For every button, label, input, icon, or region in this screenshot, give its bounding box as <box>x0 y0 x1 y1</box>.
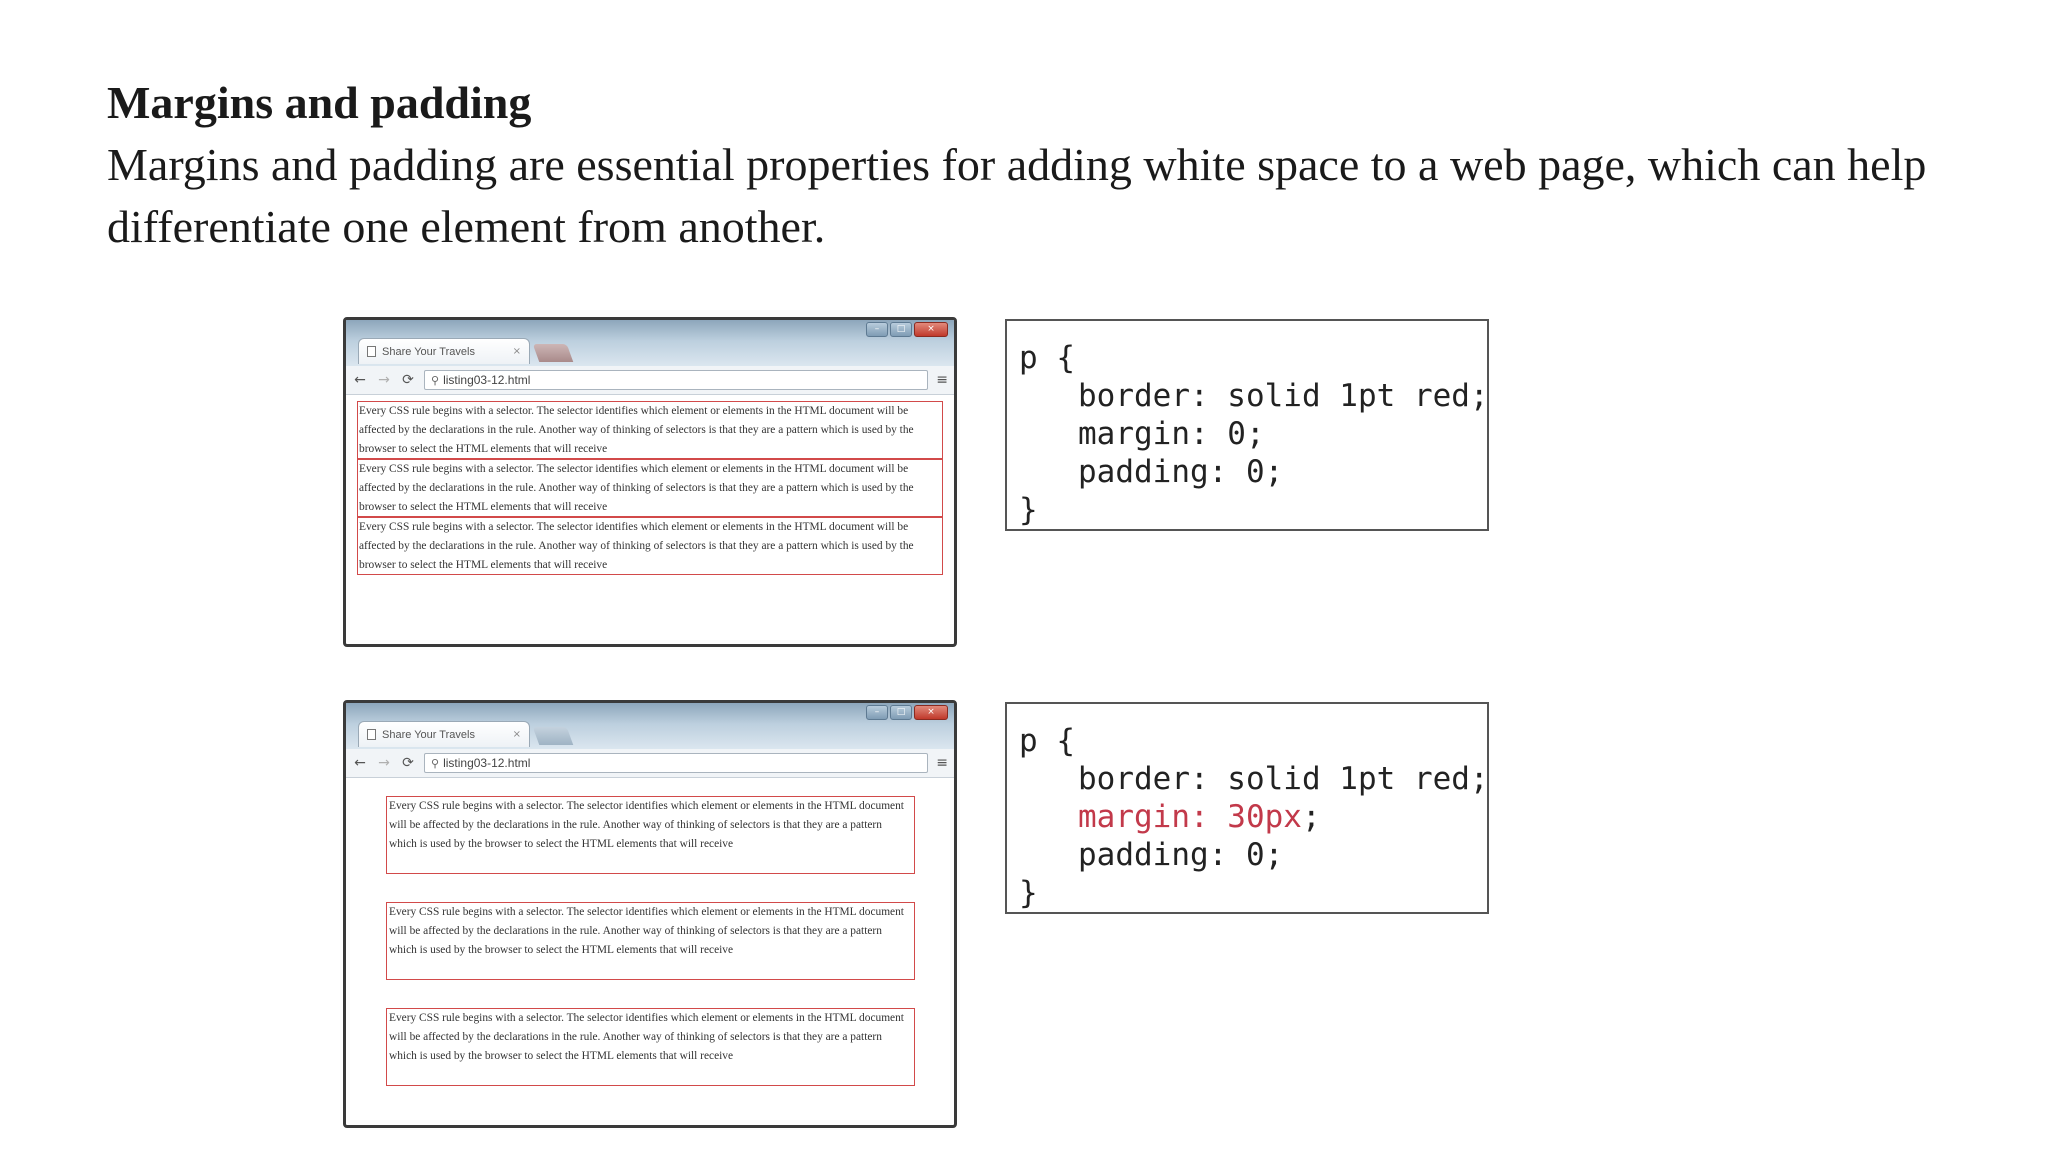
reload-icon: ⟳ <box>402 755 414 771</box>
url-text: listing03-12.html <box>443 756 531 770</box>
browser-toolbar <box>346 749 954 778</box>
code-line: padding: 0; <box>1078 837 1284 873</box>
minimize-icon: – <box>866 322 888 337</box>
browser-titlebar <box>346 320 954 366</box>
paragraph-box: Every CSS rule begins with a selector. The selector identifies which element or elements in the HTML document will be affected by the declarations in the rule. Another way of thinking of selectors is that they are a pattern which is used by the browser to select the HTML elements that will receive <box>357 401 943 459</box>
css-code-box-margin-30 <box>1005 702 1489 914</box>
window-controls <box>866 705 948 720</box>
code-line: margin: 0; <box>1078 416 1265 452</box>
menu-icon: ≡ <box>936 372 948 388</box>
page-icon <box>367 729 376 740</box>
page-icon <box>367 346 376 357</box>
window-controls <box>866 322 948 337</box>
forward-arrow-icon: → <box>378 372 390 388</box>
slide-title: Margins and padding <box>107 77 532 128</box>
tab-close-icon: × <box>512 346 521 357</box>
forward-arrow-icon: → <box>378 755 390 771</box>
browser-titlebar <box>346 703 954 749</box>
back-arrow-icon: ← <box>354 372 366 388</box>
browser-tab <box>358 338 530 364</box>
tab-title: Share Your Travels <box>382 728 475 741</box>
maximize-icon: □ <box>890 322 912 337</box>
maximize-icon: □ <box>890 705 912 720</box>
close-window-icon: × <box>914 322 948 337</box>
new-tab-icon <box>533 727 574 745</box>
url-text: listing03-12.html <box>443 373 531 387</box>
browser-viewport <box>346 395 954 575</box>
code-line: p { <box>1019 723 1075 759</box>
paragraph-box: Every CSS rule begins with a selector. The selector identifies which element or elements in the HTML document will be affected by the declarations in the rule. Another way of thinking of selectors is that they are a pattern which is used by the browser to select the HTML elements that will receive <box>386 902 915 980</box>
minimize-icon: – <box>866 705 888 720</box>
code-line: border: solid 1pt red; <box>1078 761 1489 797</box>
tab-close-icon: × <box>512 729 521 740</box>
browser-screenshot-margin-0 <box>343 317 957 647</box>
semicolon: ; <box>1301 799 1321 835</box>
code-line: padding: 0; <box>1078 454 1284 490</box>
address-bar <box>424 753 928 773</box>
menu-icon: ≡ <box>936 755 948 771</box>
browser-screenshot-margin-30 <box>343 700 957 1128</box>
code-line <box>1019 798 1487 836</box>
reload-icon: ⟳ <box>402 372 414 388</box>
paragraph-box: Every CSS rule begins with a selector. The selector identifies which element or elements in the HTML document will be affected by the declarations in the rule. Another way of thinking of selectors is that they are a pattern which is used by the browser to select the HTML elements that will receive <box>357 459 943 517</box>
code-line: p { <box>1019 340 1075 376</box>
browser-tab <box>358 721 530 747</box>
browser-toolbar <box>346 366 954 395</box>
paragraph-box: Every CSS rule begins with a selector. The selector identifies which element or elements in the HTML document will be affected by the declarations in the rule. Another way of thinking of selectors is that they are a pattern which is used by the browser to select the HTML elements that will receive <box>386 796 915 874</box>
search-icon: ⚲ <box>431 756 440 770</box>
back-arrow-icon: ← <box>354 755 366 771</box>
paragraph-box: Every CSS rule begins with a selector. The selector identifies which element or elements in the HTML document will be affected by the declarations in the rule. Another way of thinking of selectors is that they are a pattern which is used by the browser to select the HTML elements that will receive <box>386 1008 915 1086</box>
browser-viewport <box>346 778 954 1086</box>
code-line: border: solid 1pt red; <box>1078 378 1489 414</box>
new-tab-icon <box>533 344 574 362</box>
paragraph-box: Every CSS rule begins with a selector. The selector identifies which element or elements in the HTML document will be affected by the declarations in the rule. Another way of thinking of selectors is that they are a pattern which is used by the browser to select the HTML elements that will receive <box>357 517 943 575</box>
slide-body-text: Margins and padding are essential properties for adding white space to a web page, which can help differentiate one element from another. <box>107 139 1927 252</box>
close-window-icon: × <box>914 705 948 720</box>
code-line: } <box>1019 492 1038 528</box>
highlighted-margin-declaration: margin: 30px <box>1078 799 1302 835</box>
search-icon: ⚲ <box>431 373 440 387</box>
tab-title: Share Your Travels <box>382 345 475 358</box>
css-code-box-margin-0 <box>1005 319 1489 531</box>
code-line: } <box>1019 875 1038 911</box>
address-bar <box>424 370 928 390</box>
